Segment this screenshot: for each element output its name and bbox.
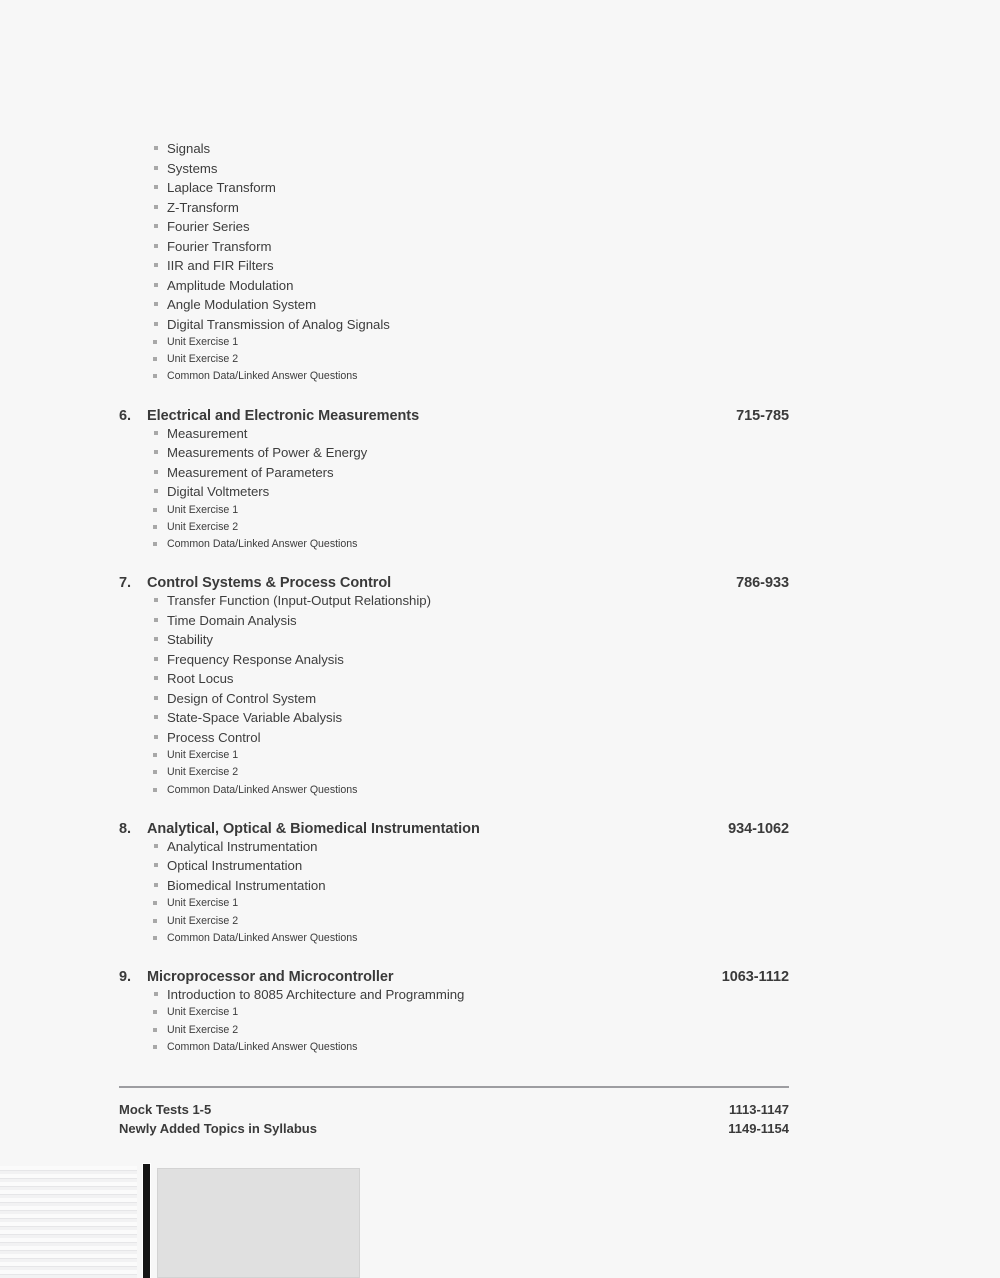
list-item: Unit Exercise 1 <box>119 895 789 912</box>
chapter-number: 8. <box>119 820 131 837</box>
list-item: Fourier Transform <box>119 237 789 257</box>
chapter-page-range: 1063-1112 <box>721 968 789 985</box>
list-item: Digital Transmission of Analog Signals <box>119 315 789 335</box>
footer-entry-label: Mock Tests 1-5 <box>119 1102 212 1118</box>
exercise-list <box>119 1004 789 1056</box>
list-item: Unit Exercise 2 <box>119 913 789 930</box>
chapter-title: Microprocessor and Microcontroller <box>147 968 394 985</box>
list-item: Introduction to 8085 Architecture and Programming <box>119 985 789 1005</box>
chapter-entry <box>119 969 789 1056</box>
footer-entry-page-range: 1149-1154 <box>728 1121 789 1137</box>
list-item: Unit Exercise 2 <box>119 1022 789 1039</box>
chapter-list <box>119 408 789 1056</box>
topic-list <box>119 591 789 747</box>
footer-entry-page-range: 1113-1147 <box>728 1102 789 1118</box>
list-item: Common Data/Linked Answer Questions <box>119 1039 789 1056</box>
scan-stripe-artifact <box>0 1166 137 1278</box>
list-item: Unit Exercise 1 <box>119 502 789 519</box>
list-item: Analytical Instrumentation <box>119 837 789 857</box>
exercise-list <box>119 747 789 799</box>
list-item: Fourier Series <box>119 217 789 237</box>
list-item: Transfer Function (Input-Output Relationship) <box>119 591 789 611</box>
chapter-entry <box>119 821 789 947</box>
footer-divider <box>119 1086 789 1088</box>
chapter-page-range: 715-785 <box>736 407 789 424</box>
exercise-list <box>119 334 789 386</box>
list-item: Signals <box>119 139 789 159</box>
chapter-heading[interactable] <box>119 821 789 837</box>
list-item: State-Space Variable Abalysis <box>119 708 789 728</box>
footer-entries <box>119 1100 789 1138</box>
chapter-page-range: 786-933 <box>736 575 789 592</box>
chapter-number: 9. <box>119 968 131 985</box>
scan-panel-artifact <box>157 1168 360 1278</box>
list-item: Common Data/Linked Answer Questions <box>119 782 789 799</box>
list-item: Unit Exercise 2 <box>119 351 789 368</box>
list-item: Systems <box>119 159 789 179</box>
footer-entry[interactable] <box>119 1100 789 1119</box>
list-item: IIR and FIR Filters <box>119 256 789 276</box>
chapter-title: Analytical, Optical & Biomedical Instrumentation <box>147 820 480 837</box>
list-item: Measurement of Parameters <box>119 463 789 483</box>
list-item: Unit Exercise 2 <box>119 519 789 536</box>
list-item: Biomedical Instrumentation <box>119 876 789 896</box>
list-item: Frequency Response Analysis <box>119 650 789 670</box>
list-item: Unit Exercise 1 <box>119 1004 789 1021</box>
chapter-title: Electrical and Electronic Measurements <box>147 407 420 424</box>
chapter-page-range: 934-1062 <box>728 820 789 837</box>
exercise-list <box>119 502 789 554</box>
list-item: Unit Exercise 2 <box>119 764 789 781</box>
list-item: Common Data/Linked Answer Questions <box>119 536 789 553</box>
list-item: Laplace Transform <box>119 178 789 198</box>
footer-entry-label: Newly Added Topics in Syllabus <box>119 1121 317 1137</box>
chapter-entry <box>119 408 789 554</box>
topic-list <box>119 985 789 1005</box>
list-item: Stability <box>119 630 789 650</box>
list-item: Z-Transform <box>119 198 789 218</box>
book-spine-artifact <box>143 1164 150 1278</box>
continued-chapter-section <box>119 139 789 386</box>
list-item: Time Domain Analysis <box>119 611 789 631</box>
list-item: Digital Voltmeters <box>119 482 789 502</box>
list-item: Root Locus <box>119 669 789 689</box>
list-item: Design of Control System <box>119 689 789 709</box>
topic-list <box>119 837 789 896</box>
list-item: Angle Modulation System <box>119 295 789 315</box>
toc-page <box>119 139 789 1138</box>
chapter-heading[interactable] <box>119 969 789 985</box>
list-item: Common Data/Linked Answer Questions <box>119 930 789 947</box>
footer-entry[interactable] <box>119 1119 789 1138</box>
list-item: Amplitude Modulation <box>119 276 789 296</box>
list-item: Process Control <box>119 728 789 748</box>
exercise-list <box>119 895 789 947</box>
chapter-entry <box>119 575 789 799</box>
chapter-heading[interactable] <box>119 408 789 424</box>
topic-list <box>119 139 789 334</box>
list-item: Optical Instrumentation <box>119 856 789 876</box>
list-item: Unit Exercise 1 <box>119 334 789 351</box>
chapter-title: Control Systems & Process Control <box>147 575 392 592</box>
chapter-heading[interactable] <box>119 575 789 591</box>
list-item: Common Data/Linked Answer Questions <box>119 368 789 385</box>
list-item: Measurements of Power & Energy <box>119 443 789 463</box>
chapter-number: 7. <box>119 575 131 592</box>
list-item: Measurement <box>119 424 789 444</box>
topic-list <box>119 424 789 502</box>
list-item: Unit Exercise 1 <box>119 747 789 764</box>
chapter-number: 6. <box>119 407 131 424</box>
